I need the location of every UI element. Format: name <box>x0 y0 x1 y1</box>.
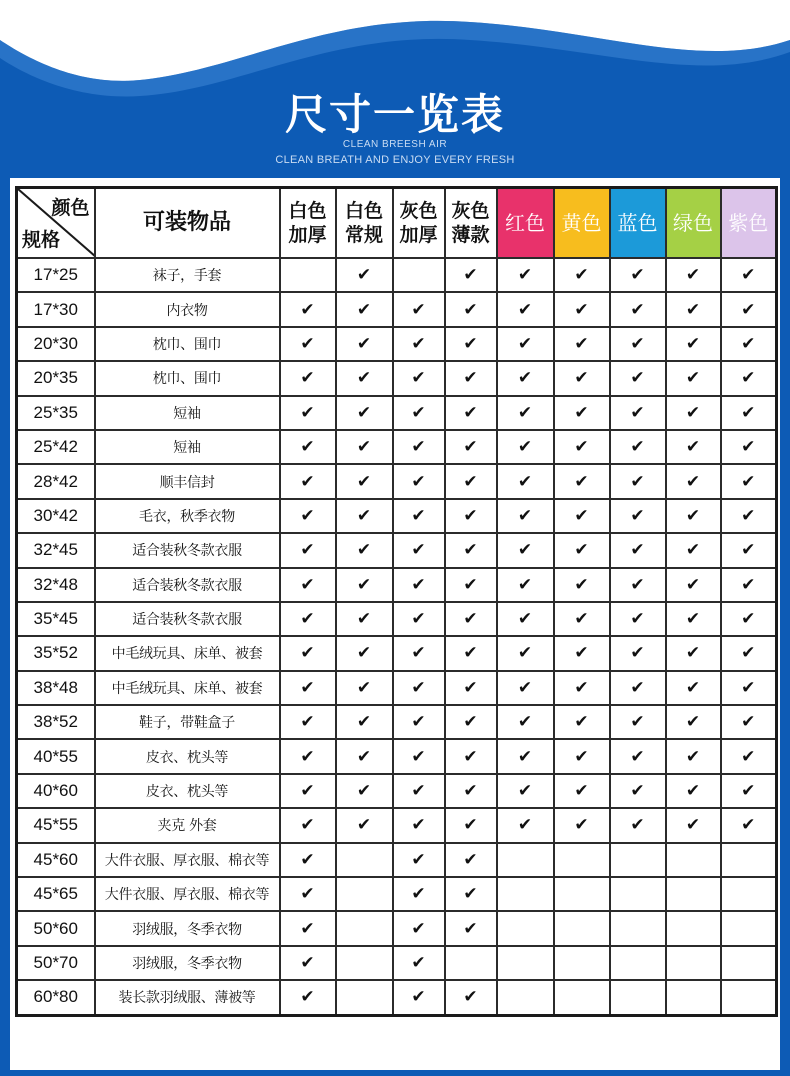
check-icon: ✔ <box>721 292 777 326</box>
check-icon: ✔ <box>393 430 445 464</box>
check-icon: ✔ <box>497 602 554 636</box>
check-icon: ✔ <box>497 396 554 430</box>
size-table-panel <box>10 178 780 1070</box>
empty-cell <box>393 258 445 292</box>
check-icon: ✔ <box>497 327 554 361</box>
size-cell: 25*42 <box>17 430 95 464</box>
column-header-3 <box>393 188 445 259</box>
items-cell: 中毛绒玩具、床单、被套 <box>95 636 280 670</box>
column-header-label: 紫色 <box>728 211 769 235</box>
size-cell: 28*42 <box>17 464 95 498</box>
check-icon: ✔ <box>554 464 610 498</box>
empty-cell <box>721 980 777 1015</box>
check-icon: ✔ <box>554 396 610 430</box>
column-header-6 <box>554 188 610 259</box>
column-header-label: 绿色 <box>673 211 713 235</box>
check-icon: ✔ <box>393 361 445 395</box>
empty-cell <box>610 877 666 911</box>
check-icon: ✔ <box>393 327 445 361</box>
check-icon: ✔ <box>497 258 554 292</box>
check-icon: ✔ <box>610 533 666 567</box>
check-icon: ✔ <box>280 980 336 1015</box>
column-header-1 <box>280 188 336 259</box>
check-icon: ✔ <box>393 396 445 430</box>
check-icon: ✔ <box>554 568 610 602</box>
check-icon: ✔ <box>721 258 777 292</box>
check-icon: ✔ <box>666 430 721 464</box>
check-icon: ✔ <box>497 292 554 326</box>
check-icon: ✔ <box>554 499 610 533</box>
items-cell: 大件衣服、厚衣服、棉衣等 <box>95 877 280 911</box>
table-row <box>17 911 777 945</box>
check-icon: ✔ <box>445 292 497 326</box>
check-icon: ✔ <box>610 430 666 464</box>
check-icon: ✔ <box>445 877 497 911</box>
table-row <box>17 396 777 430</box>
check-icon: ✔ <box>280 911 336 945</box>
check-icon: ✔ <box>497 636 554 670</box>
check-icon: ✔ <box>554 705 610 739</box>
check-icon: ✔ <box>336 292 393 326</box>
check-icon: ✔ <box>445 671 497 705</box>
check-icon: ✔ <box>445 396 497 430</box>
column-header-label: 白色 常规 <box>344 200 383 246</box>
check-icon: ✔ <box>280 602 336 636</box>
check-icon: ✔ <box>336 739 393 773</box>
items-cell: 短袖 <box>95 396 280 430</box>
table-row <box>17 464 777 498</box>
size-cell: 50*60 <box>17 911 95 945</box>
empty-cell <box>666 980 721 1015</box>
column-header-7 <box>610 188 666 259</box>
table-row <box>17 705 777 739</box>
table-row <box>17 499 777 533</box>
check-icon: ✔ <box>497 671 554 705</box>
column-header-label: 红色 <box>505 211 545 235</box>
table-row <box>17 946 777 980</box>
check-icon: ✔ <box>445 361 497 395</box>
check-icon: ✔ <box>497 533 554 567</box>
check-icon: ✔ <box>721 568 777 602</box>
size-cell: 38*52 <box>17 705 95 739</box>
table-row <box>17 877 777 911</box>
check-icon: ✔ <box>610 636 666 670</box>
empty-cell <box>497 946 554 980</box>
column-header-5 <box>497 188 554 259</box>
check-icon: ✔ <box>554 636 610 670</box>
check-icon: ✔ <box>554 739 610 773</box>
check-icon: ✔ <box>554 292 610 326</box>
check-icon: ✔ <box>280 499 336 533</box>
size-cell: 20*35 <box>17 361 95 395</box>
check-icon: ✔ <box>497 361 554 395</box>
check-icon: ✔ <box>445 602 497 636</box>
empty-cell <box>497 980 554 1015</box>
column-header-2 <box>336 188 393 259</box>
check-icon: ✔ <box>445 430 497 464</box>
check-icon: ✔ <box>445 774 497 808</box>
empty-cell <box>666 877 721 911</box>
empty-cell <box>336 911 393 945</box>
check-icon: ✔ <box>336 430 393 464</box>
size-cell: 60*80 <box>17 980 95 1015</box>
empty-cell <box>554 877 610 911</box>
check-icon: ✔ <box>445 911 497 945</box>
check-icon: ✔ <box>280 430 336 464</box>
check-icon: ✔ <box>610 808 666 842</box>
check-icon: ✔ <box>393 739 445 773</box>
check-icon: ✔ <box>666 327 721 361</box>
check-icon: ✔ <box>280 292 336 326</box>
items-cell: 内衣物 <box>95 292 280 326</box>
check-icon: ✔ <box>280 946 336 980</box>
size-cell: 40*55 <box>17 739 95 773</box>
check-icon: ✔ <box>554 602 610 636</box>
check-icon: ✔ <box>666 808 721 842</box>
items-cell: 中毛绒玩具、床单、被套 <box>95 671 280 705</box>
check-icon: ✔ <box>610 705 666 739</box>
check-icon: ✔ <box>721 327 777 361</box>
empty-cell <box>721 946 777 980</box>
check-icon: ✔ <box>445 808 497 842</box>
check-icon: ✔ <box>445 533 497 567</box>
check-icon: ✔ <box>393 464 445 498</box>
check-icon: ✔ <box>445 258 497 292</box>
size-cell: 40*60 <box>17 774 95 808</box>
check-icon: ✔ <box>445 499 497 533</box>
empty-cell <box>336 877 393 911</box>
check-icon: ✔ <box>336 533 393 567</box>
size-cell: 45*55 <box>17 808 95 842</box>
check-icon: ✔ <box>554 430 610 464</box>
items-cell: 羽绒服，冬季衣物 <box>95 911 280 945</box>
check-icon: ✔ <box>554 258 610 292</box>
corner-header <box>17 188 95 259</box>
check-icon: ✔ <box>336 258 393 292</box>
check-icon: ✔ <box>721 774 777 808</box>
empty-cell <box>336 980 393 1015</box>
check-icon: ✔ <box>280 774 336 808</box>
items-cell: 短袖 <box>95 430 280 464</box>
items-cell: 适合装秋冬款衣服 <box>95 568 280 602</box>
items-cell: 皮衣、枕头等 <box>95 739 280 773</box>
check-icon: ✔ <box>336 774 393 808</box>
check-icon: ✔ <box>280 533 336 567</box>
empty-cell <box>721 911 777 945</box>
check-icon: ✔ <box>393 636 445 670</box>
size-cell: 30*42 <box>17 499 95 533</box>
check-icon: ✔ <box>445 568 497 602</box>
table-row <box>17 980 777 1015</box>
check-icon: ✔ <box>610 774 666 808</box>
check-icon: ✔ <box>721 671 777 705</box>
check-icon: ✔ <box>666 705 721 739</box>
empty-cell <box>610 911 666 945</box>
items-cell: 羽绒服，冬季衣物 <box>95 946 280 980</box>
size-cell: 32*48 <box>17 568 95 602</box>
check-icon: ✔ <box>497 499 554 533</box>
check-icon: ✔ <box>666 602 721 636</box>
empty-cell <box>336 843 393 877</box>
check-icon: ✔ <box>280 327 336 361</box>
check-icon: ✔ <box>393 705 445 739</box>
empty-cell <box>554 946 610 980</box>
empty-cell <box>497 877 554 911</box>
check-icon: ✔ <box>721 499 777 533</box>
empty-cell <box>721 843 777 877</box>
check-icon: ✔ <box>280 739 336 773</box>
check-icon: ✔ <box>497 430 554 464</box>
check-icon: ✔ <box>336 464 393 498</box>
check-icon: ✔ <box>280 705 336 739</box>
check-icon: ✔ <box>336 808 393 842</box>
empty-cell <box>610 946 666 980</box>
check-icon: ✔ <box>280 464 336 498</box>
empty-cell <box>610 980 666 1015</box>
check-icon: ✔ <box>393 911 445 945</box>
items-cell: 袜子，手套 <box>95 258 280 292</box>
check-icon: ✔ <box>336 361 393 395</box>
check-icon: ✔ <box>280 568 336 602</box>
column-header-label: 白色 加厚 <box>288 200 327 246</box>
table-row <box>17 739 777 773</box>
size-cell: 17*30 <box>17 292 95 326</box>
column-header-8 <box>666 188 721 259</box>
check-icon: ✔ <box>393 774 445 808</box>
table-row <box>17 808 777 842</box>
check-icon: ✔ <box>336 327 393 361</box>
size-cell: 50*70 <box>17 946 95 980</box>
empty-cell <box>336 946 393 980</box>
check-icon: ✔ <box>721 396 777 430</box>
check-icon: ✔ <box>610 258 666 292</box>
check-icon: ✔ <box>610 327 666 361</box>
check-icon: ✔ <box>445 980 497 1015</box>
check-icon: ✔ <box>336 396 393 430</box>
check-icon: ✔ <box>666 739 721 773</box>
size-cell: 45*65 <box>17 877 95 911</box>
header-banner <box>0 0 790 180</box>
check-icon: ✔ <box>721 533 777 567</box>
check-icon: ✔ <box>666 396 721 430</box>
check-icon: ✔ <box>666 774 721 808</box>
empty-cell <box>497 911 554 945</box>
column-header-label: 灰色 薄款 <box>451 200 490 246</box>
check-icon: ✔ <box>393 946 445 980</box>
check-icon: ✔ <box>393 671 445 705</box>
empty-cell <box>554 843 610 877</box>
check-icon: ✔ <box>497 464 554 498</box>
items-cell: 大件衣服、厚衣服、棉衣等 <box>95 843 280 877</box>
size-cell: 35*52 <box>17 636 95 670</box>
table-row <box>17 327 777 361</box>
column-header-label: 蓝色 <box>617 211 658 235</box>
check-icon: ✔ <box>721 705 777 739</box>
check-icon: ✔ <box>666 636 721 670</box>
table-row <box>17 774 777 808</box>
check-icon: ✔ <box>721 602 777 636</box>
empty-cell <box>497 843 554 877</box>
table-row <box>17 533 777 567</box>
size-cell: 25*35 <box>17 396 95 430</box>
empty-cell <box>445 946 497 980</box>
check-icon: ✔ <box>610 499 666 533</box>
check-icon: ✔ <box>666 464 721 498</box>
check-icon: ✔ <box>721 636 777 670</box>
items-cell: 毛衣，秋季衣物 <box>95 499 280 533</box>
check-icon: ✔ <box>393 533 445 567</box>
check-icon: ✔ <box>393 499 445 533</box>
check-icon: ✔ <box>445 327 497 361</box>
empty-cell <box>721 877 777 911</box>
check-icon: ✔ <box>336 705 393 739</box>
size-cell: 45*60 <box>17 843 95 877</box>
corner-size-label: 规格 <box>22 229 61 251</box>
check-icon: ✔ <box>336 636 393 670</box>
check-icon: ✔ <box>445 636 497 670</box>
check-icon: ✔ <box>666 568 721 602</box>
empty-cell <box>666 946 721 980</box>
check-icon: ✔ <box>393 980 445 1015</box>
empty-cell <box>554 911 610 945</box>
check-icon: ✔ <box>610 602 666 636</box>
size-table <box>15 186 778 1017</box>
check-icon: ✔ <box>497 739 554 773</box>
check-icon: ✔ <box>721 430 777 464</box>
table-row <box>17 568 777 602</box>
corner-color-label: 颜色 <box>51 197 90 219</box>
size-cell: 35*45 <box>17 602 95 636</box>
check-icon: ✔ <box>497 808 554 842</box>
table-row <box>17 258 777 292</box>
check-icon: ✔ <box>554 327 610 361</box>
check-icon: ✔ <box>721 739 777 773</box>
check-icon: ✔ <box>610 396 666 430</box>
check-icon: ✔ <box>666 292 721 326</box>
items-cell: 枕巾、围巾 <box>95 361 280 395</box>
check-icon: ✔ <box>393 843 445 877</box>
empty-cell <box>280 258 336 292</box>
items-cell: 适合装秋冬款衣服 <box>95 602 280 636</box>
check-icon: ✔ <box>554 808 610 842</box>
check-icon: ✔ <box>721 464 777 498</box>
check-icon: ✔ <box>393 602 445 636</box>
check-icon: ✔ <box>497 774 554 808</box>
items-cell: 鞋子，带鞋盒子 <box>95 705 280 739</box>
table-row <box>17 636 777 670</box>
table-row <box>17 671 777 705</box>
check-icon: ✔ <box>610 464 666 498</box>
table-row <box>17 602 777 636</box>
check-icon: ✔ <box>554 774 610 808</box>
size-cell: 38*48 <box>17 671 95 705</box>
check-icon: ✔ <box>554 671 610 705</box>
check-icon: ✔ <box>666 671 721 705</box>
page-title: 尺寸一览表 <box>284 90 505 139</box>
check-icon: ✔ <box>393 292 445 326</box>
check-icon: ✔ <box>554 533 610 567</box>
check-icon: ✔ <box>280 843 336 877</box>
check-icon: ✔ <box>610 568 666 602</box>
check-icon: ✔ <box>280 877 336 911</box>
items-cell: 装长款羽绒服、薄被等 <box>95 980 280 1015</box>
empty-cell <box>610 843 666 877</box>
column-header-label: 黄色 <box>561 211 602 235</box>
check-icon: ✔ <box>445 705 497 739</box>
check-icon: ✔ <box>445 739 497 773</box>
column-header-9 <box>721 188 777 259</box>
check-icon: ✔ <box>336 602 393 636</box>
check-icon: ✔ <box>445 843 497 877</box>
column-header-4 <box>445 188 497 259</box>
check-icon: ✔ <box>666 258 721 292</box>
check-icon: ✔ <box>445 464 497 498</box>
table-row <box>17 843 777 877</box>
check-icon: ✔ <box>280 396 336 430</box>
check-icon: ✔ <box>610 739 666 773</box>
items-cell: 皮衣、枕头等 <box>95 774 280 808</box>
empty-cell <box>554 980 610 1015</box>
size-cell: 20*30 <box>17 327 95 361</box>
table-row <box>17 292 777 326</box>
items-cell: 枕巾、围巾 <box>95 327 280 361</box>
check-icon: ✔ <box>336 568 393 602</box>
check-icon: ✔ <box>393 877 445 911</box>
check-icon: ✔ <box>497 705 554 739</box>
column-header-label: 灰色 加厚 <box>399 200 438 246</box>
check-icon: ✔ <box>336 671 393 705</box>
check-icon: ✔ <box>554 361 610 395</box>
items-header: 可装物品 <box>95 188 280 259</box>
empty-cell <box>666 911 721 945</box>
items-cell: 适合装秋冬款衣服 <box>95 533 280 567</box>
check-icon: ✔ <box>280 671 336 705</box>
check-icon: ✔ <box>666 533 721 567</box>
empty-cell <box>666 843 721 877</box>
check-icon: ✔ <box>336 499 393 533</box>
items-cell: 顺丰信封 <box>95 464 280 498</box>
check-icon: ✔ <box>280 361 336 395</box>
table-row <box>17 361 777 395</box>
check-icon: ✔ <box>721 808 777 842</box>
check-icon: ✔ <box>610 292 666 326</box>
check-icon: ✔ <box>610 671 666 705</box>
page-tagline: CLEAN BREATH AND ENJOY EVERY FRESH <box>275 154 515 166</box>
size-cell: 32*45 <box>17 533 95 567</box>
table-header-row <box>17 188 777 259</box>
page-subtitle: CLEAN BREESH AIR <box>342 139 448 150</box>
table-row <box>17 430 777 464</box>
check-icon: ✔ <box>393 808 445 842</box>
check-icon: ✔ <box>610 361 666 395</box>
check-icon: ✔ <box>280 636 336 670</box>
items-cell: 夹克 外套 <box>95 808 280 842</box>
check-icon: ✔ <box>666 499 721 533</box>
check-icon: ✔ <box>393 568 445 602</box>
check-icon: ✔ <box>280 808 336 842</box>
check-icon: ✔ <box>497 568 554 602</box>
check-icon: ✔ <box>721 361 777 395</box>
size-cell: 17*25 <box>17 258 95 292</box>
check-icon: ✔ <box>666 361 721 395</box>
